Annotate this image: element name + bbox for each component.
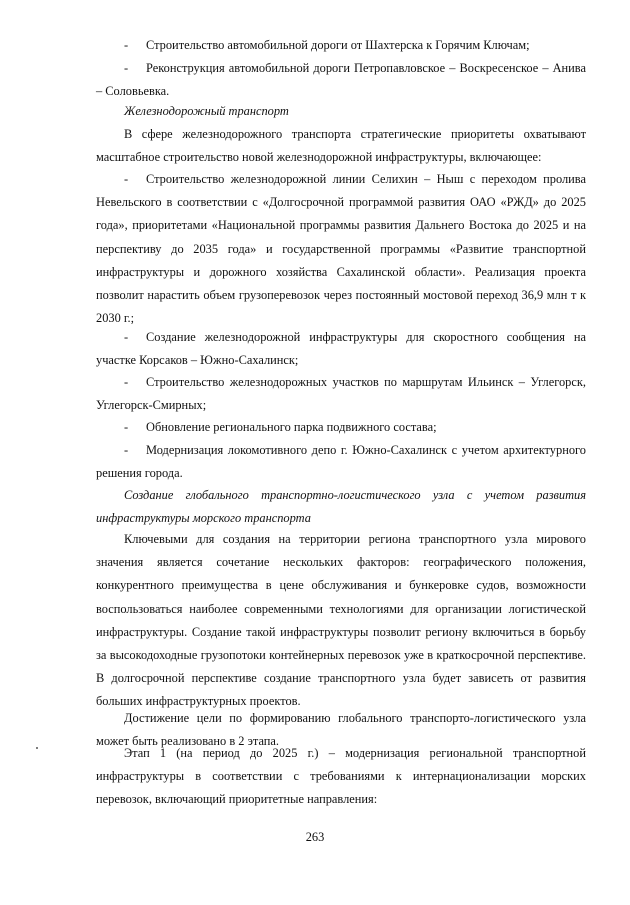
subheading-railway: Железнодорожный транспорт	[124, 104, 289, 118]
bullet-text: Строительство железнодорожных участков по маршрутам Ильинск – Углегорск, Углегорск-Смирных;	[96, 375, 586, 413]
paragraph-hub-goal: Достижение цели по формированию глобального транспорто-логистического узла может быть реализовано в 2 этапа.	[96, 711, 586, 749]
bullet-railway-depot	[96, 439, 586, 485]
bullet-railway-rolling-stock	[96, 416, 586, 439]
bullet-text: Строительство автомобильной дороги от Шахтерска к Горячим Ключам;	[146, 38, 530, 52]
bullet-dash: -	[124, 330, 129, 344]
bullet-road-petropavlovskoe	[96, 57, 586, 103]
bullet-text: Модернизация локомотивного депо г. Южно-Сахалинск с учетом архитектурного решения города.	[96, 443, 586, 481]
bullet-text: Реконструкция автомобильной дороги Петропавловское – Воскресенское – Анива – Соловьевка.	[96, 61, 586, 99]
bullet-railway-ilyinsk	[96, 371, 586, 417]
bullet-road-shakhtersk	[96, 34, 586, 57]
bullet-dash: -	[124, 38, 129, 52]
bullet-text: Создание железнодорожной инфраструктуры для скоростного сообщения на участке Корсаков – Южно-Сахалинск;	[96, 330, 586, 368]
paragraph-railway-intro: В сфере железнодорожного транспорта стратегические приоритеты охватывают масштабное строительство новой железнодорожной инфраструктуры, включающее:	[96, 127, 586, 165]
bullet-dash: -	[124, 172, 129, 186]
bullet-railway-korsakov	[96, 326, 586, 372]
page-number: 263	[305, 830, 325, 844]
subheading-transport-hub: Создание глобального транспортно-логистического узла с учетом развития инфраструктуры морского транспорта	[96, 488, 586, 526]
paragraph-hub-factors: Ключевыми для создания на территории региона транспортного узла мирового значения является сочетание нескольких факторов: географического положения, конкурентного преимущества в цене обслуживания и бункеровке судов, возможности воспользоваться наиболее современными технологиями для организации логистической инфраструктуры. Создание такой инфраструктуры позволит региону включиться в борьбу за высокодоходные грузопотоки контейнерных перевозок уже в краткосрочной перспективе. В долгосрочной перспективе создание транспортного узла будет зависеть от развития больших инфраструктурных проектов.	[96, 532, 586, 709]
bullet-dash: -	[124, 420, 129, 434]
bullet-text: Обновление регионального парка подвижного состава;	[146, 420, 437, 434]
bullet-dash: -	[124, 375, 129, 389]
bullet-dash: -	[124, 61, 129, 75]
bullet-text: Строительство железнодорожной линии Селихин – Ныш с переходом пролива Невельского в соответствии с «Долгосрочной программой развития ОАО «РЖД» до 2025 года», приоритетами «Национальной программы развития Дальнего Востока до 2025 и на перспективу до 2035 года» и государственной программы «Развитие транспортной инфраструктуры и дорожного хозяйства Сахалинской области». Реализация проекта позволит нарастить объем грузоперевозок через постоянный мостовой переход 36,9 млн т к 2030 г.;	[96, 172, 586, 326]
scan-speck	[36, 747, 38, 749]
bullet-dash: -	[124, 443, 129, 457]
paragraph-stage-one: Этап 1 (на период до 2025 г.) – модернизация региональной транспортной инфраструктуры в соответствии с требованиями к интернационализации морских перевозок, включающий приоритетные направления:	[96, 746, 586, 807]
bullet-railway-selikhin	[96, 168, 586, 330]
